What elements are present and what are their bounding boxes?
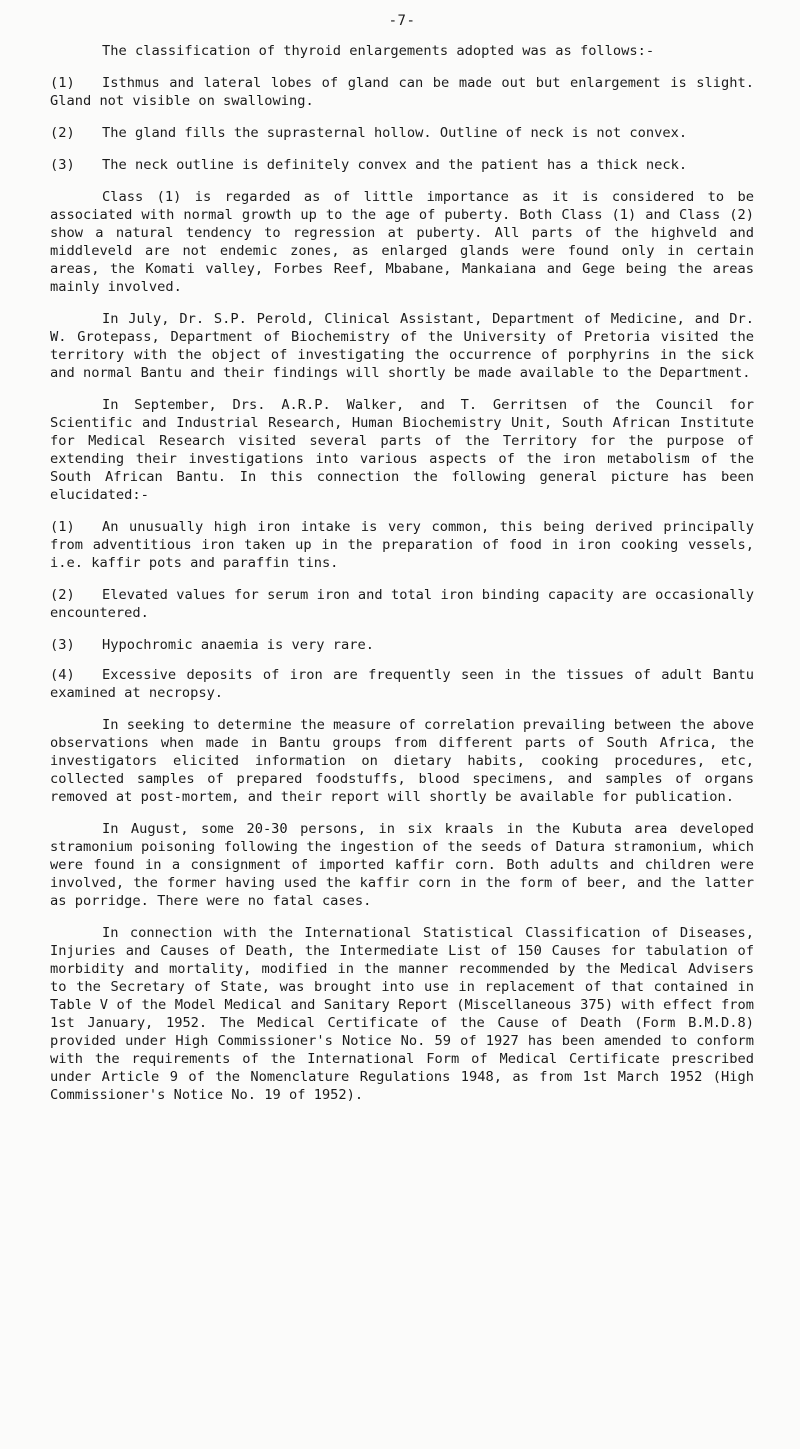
paragraph-icd-classification: In connection with the International Statistical Classification of Diseases, Injuries and Causes of Death, the Intermediate List of 150 Causes for tabulation of morbidity and mortality, modified in the manner recommended by the Medical Advisers to the Secretary of State, was brought into use in replacement of that contained in Table V of the Model Medical and Sanitary Report (Miscellaneous 375) with effect from 1st January, 1952. The Medical Certificate of the Cause of Death (Form B.M.D.8) provided under High Commissioner's Notice No. 59 of 1927 has been amended to conform with the requirements of the International Form of Medical Certificate prescribed under Article 9 of the Nomenclature Regulations 1948, as from 1st March 1952 (High Commissioner's Notice No. 19 of 1952).: [50, 925, 754, 1103]
finding-item: [50, 636, 754, 654]
item-text: Hypochromic anaemia is very rare.: [102, 637, 374, 653]
item-text: Excessive deposits of iron are frequently seen in the tissues of adult Bantu examined at necropsy.: [50, 667, 754, 701]
page-number: -7-: [388, 13, 416, 29]
item-number: (1): [50, 519, 75, 535]
classification-item: [50, 156, 754, 174]
classification-item: [50, 124, 754, 142]
item-text: The neck outline is definitely convex and the patient has a thick neck.: [102, 157, 688, 173]
item-number: (2): [50, 587, 75, 603]
classification-intro: The classification of thyroid enlargements adopted was as follows:-: [102, 43, 655, 59]
item-number: (2): [50, 125, 75, 141]
item-number: (1): [50, 75, 75, 91]
paragraph-july-visit: In July, Dr. S.P. Perold, Clinical Assistant, Department of Medicine, and Dr. W. Grotepass, Department of Biochemistry of the University of Pretoria visited the territory with the object of investigating the occurrence of porphyrins in the sick and normal Bantu and their findings will shortly be made available to the Department.: [50, 311, 754, 381]
classification-item: [50, 74, 754, 110]
item-text: The gland fills the suprasternal hollow. Outline of neck is not convex.: [102, 125, 688, 141]
paragraph-stramonium-poisoning: In August, some 20-30 persons, in six kraals in the Kubuta area developed stramonium poisoning following the ingestion of the seeds of Datura stramonium, which were found in a consignment of imported kaffir corn. Both adults and children were involved, the former having used the kaffir corn in the form of beer, and the latter as porridge. There were no fatal cases.: [50, 821, 754, 909]
paragraph-correlation-study: In seeking to determine the measure of correlation prevailing between the above observations when made in Bantu groups from different parts of South Africa, the investigators elicited information on dietary habits, cooking procedures, etc, collected samples of prepared foodstuffs, blood specimens, and samples of organs removed at post-mortem, and their report will shortly be available for publication.: [50, 717, 754, 805]
item-text: Isthmus and lateral lobes of gland can be made out but enlargement is slight. Gland not visible on swallowing.: [50, 75, 754, 109]
finding-item: [50, 518, 754, 572]
finding-item: [50, 586, 754, 622]
item-number: (4): [50, 667, 75, 683]
item-text: Elevated values for serum iron and total iron binding capacity are occasionally encountered.: [50, 587, 754, 621]
item-number: (3): [50, 637, 75, 653]
item-text: An unusually high iron intake is very common, this being derived principally from adventitious iron taken up in the preparation of food in iron cooking vessels, i.e. kaffir pots and paraffin tins.: [50, 519, 754, 571]
finding-item: [50, 666, 754, 702]
paragraph-september-visit: In September, Drs. A.R.P. Walker, and T. Gerritsen of the Council for Scientific and Industrial Research, Human Biochemistry Unit, South African Institute for Medical Research visited several parts of the Territory for the purpose of extending their investigations into various aspects of the iron metabolism of the South African Bantu. In this connection the following general picture has been elucidated:-: [50, 397, 754, 503]
paragraph-class-importance: Class (1) is regarded as of little importance as it is considered to be associated with normal growth up to the age of puberty. Both Class (1) and Class (2) show a natural tendency to regression at puberty. All parts of the highveld and middleveld are not endemic zones, as enlarged glands were found only in certain areas, the Komati valley, Forbes Reef, Mbabane, Mankaiana and Gege being the areas mainly involved.: [50, 189, 754, 295]
item-number: (3): [50, 157, 75, 173]
